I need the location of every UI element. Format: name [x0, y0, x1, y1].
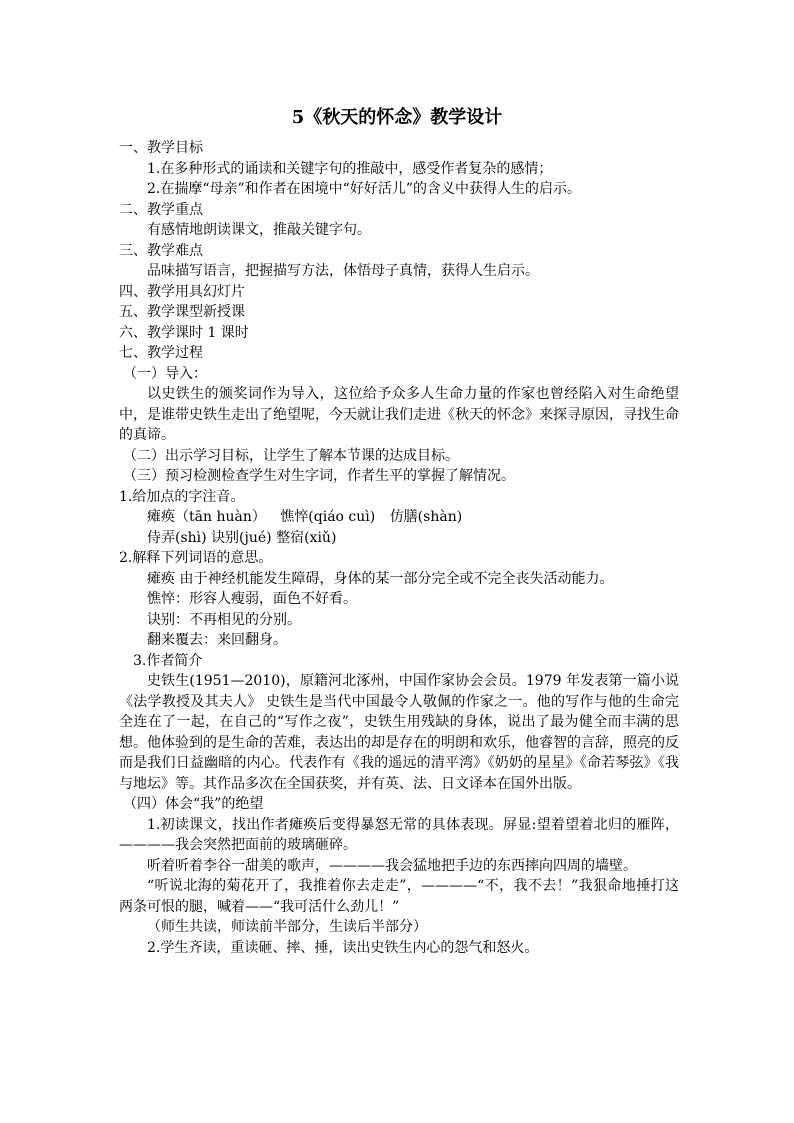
section-heading-process: 七、教学过程 — [119, 345, 203, 361]
author-paragraph: 史铁生(1951—2010)，原籍河北涿州，中国作家协会会员。1979 年发表第一篇小说《法学教授及其夫人》 史铁生是当代中国最令人敬佩的作家之一。他的写作与他的生命完全连在了一起，在自己的“写作之夜”，史铁生用残缺的身体，说出了最为健全而丰满的思想。他体验到的是生命的苦难，表达出的却是存在的明朗和欢乐，他睿智的言辞，照亮的反而是我们日益幽暗的内心。代表作有《我的遥远的清平湾》《奶奶的星星》《命若琴弦》《我与地坛》等。其作品多次在全国获奖，并有英、法、日文译本在国外出版。 — [119, 673, 679, 792]
pinyin-row-1 — [119, 507, 679, 528]
intro-heading: （一）导入： — [123, 365, 207, 382]
author-heading: 3.作者简介 — [133, 652, 203, 669]
despair-paragraph-1: 1.初读课文，找出作者瘫痪后变得暴怒无常的具体表现。屏显:望着望着北归的雁阵，————我会突然把面前的玻璃砸碎。 — [119, 816, 679, 853]
despair-note: （师生共读，师读前半部分，生读后半部分） — [147, 919, 427, 935]
goal-item-1: 1.在多种形式的诵读和关键字句的推敲中，感受作者复杂的感情； — [147, 160, 553, 177]
vocab-item-3: 诀别：不再相见的分别。 — [147, 611, 301, 628]
preview-heading: （三）预习检测检查学生对生字词，作者生平的掌握了解情况。 — [123, 468, 515, 484]
despair-heading: （四）体会“我”的绝望 — [123, 796, 264, 812]
difficulties-text: 品味描写语言，把握描写方法，体悟母子真情，获得人生启示。 — [147, 263, 539, 279]
document-title: 5《秋天的怀念》教学设计 — [291, 107, 503, 128]
section-lesson-type: 五、教学课型新授课 — [119, 304, 245, 320]
pinyin-word: 瘫痪（tān huàn） — [147, 509, 266, 525]
pinyin-word: 仿膳(shàn) — [389, 509, 463, 525]
intro-paragraph: 以史铁生的颁奖词作为导入，这位给予众多人生命力量的作家也曾经陷入对生命绝望中，是谁带史铁生走出了绝望呢，今天就让我们走进《秋天的怀念》来探寻原因，寻找生命的真谛。 — [119, 386, 679, 443]
section-duration: 六、教学课时 1 课时 — [119, 324, 249, 341]
document-body — [119, 138, 679, 958]
goal-item-2: 2.在揣摩“母亲”和作者在困境中“好好活儿”的含义中获得人生的启示。 — [147, 181, 581, 197]
pinyin-row-2 — [119, 528, 679, 549]
section-heading-difficulties: 三、教学难点 — [119, 242, 203, 259]
section-heading-goals: 一、教学目标 — [119, 140, 203, 156]
section-heading-key-points: 二、教学重点 — [119, 201, 203, 218]
vocab-item-1: 瘫痪 由于神经机能发生障碍，身体的某一部分完全或不完全丧失活动能力。 — [147, 570, 614, 587]
vocab-item-4: 翻来覆去：来回翻身。 — [147, 632, 287, 648]
despair-paragraph-2: 听着听着李谷一甜美的歌声，————我会猛地把手边的东西摔向四周的墙壁。 — [147, 857, 637, 874]
pinyin-word: 整宿(xiǔ) — [276, 529, 337, 546]
section-tools: 四、教学用具幻灯片 — [119, 283, 245, 300]
pinyin-word: 侍弄(shì) — [147, 529, 207, 546]
despair-paragraph-4: 2.学生齐读，重读砸、摔、捶，读出史铁生内心的怨气和怒火。 — [147, 939, 539, 956]
vocab-heading: 2.解释下列词语的意思。 — [119, 550, 273, 566]
pinyin-heading: 1.给加点的字注音。 — [119, 488, 245, 505]
pinyin-word: 诀别(jué) — [211, 529, 272, 546]
objectives-line: （二）出示学习目标，让学生了解本节课的达成目标。 — [123, 447, 459, 464]
pinyin-word: 憔悴(qiáo cuì) — [280, 509, 376, 525]
despair-paragraph-3: “听说北海的菊花开了，我推着你去走走”，————“不，我不去！”我狠命地捶打这两条可恨的腿，喊着——“我可活什么劲儿！” — [119, 878, 679, 915]
key-points-text: 有感情地朗读课文，推敲关键字句。 — [147, 222, 371, 238]
vocab-item-2: 憔悴：形容人瘦弱，面色不好看。 — [147, 591, 357, 607]
